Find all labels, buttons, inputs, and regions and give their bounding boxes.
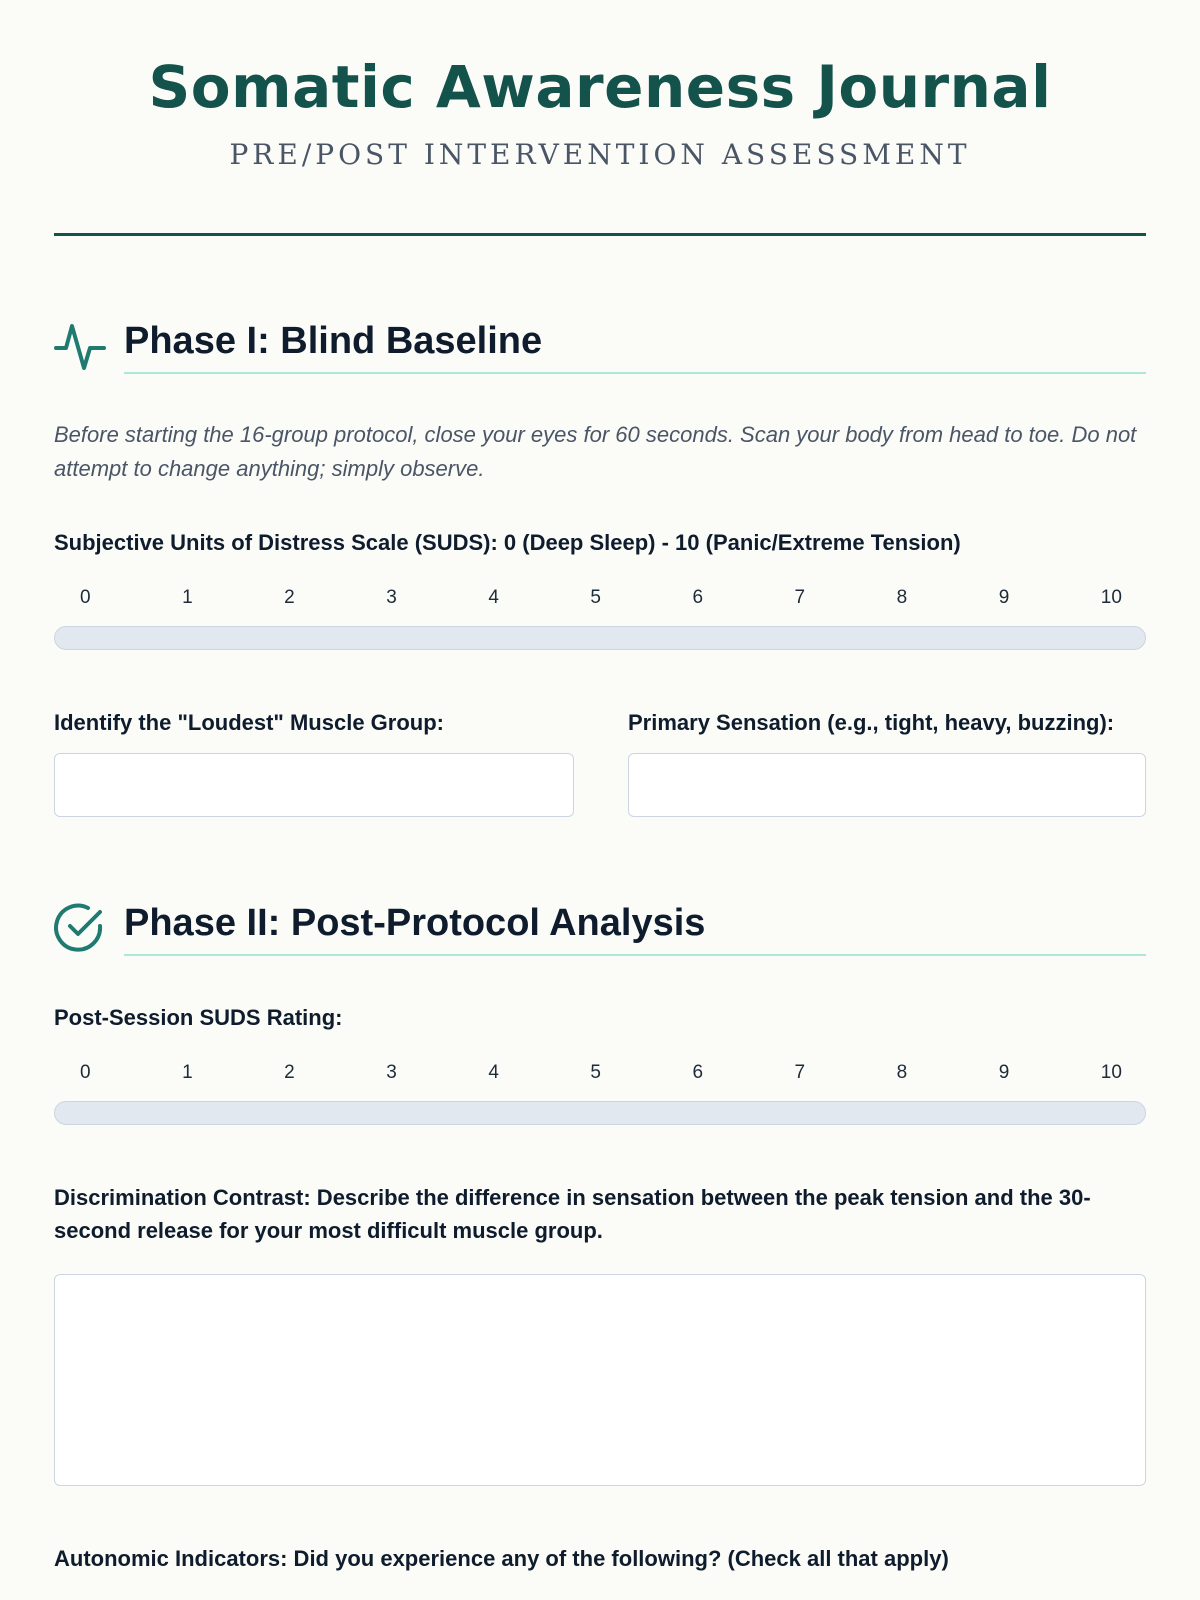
suds-label: Subjective Units of Distress Scale (SUDS): 0 (Deep Sleep) - 10 (Panic/Extreme Tension) xyxy=(54,530,961,555)
header-divider xyxy=(54,233,1146,236)
scale-tick: 6 xyxy=(692,1062,704,1083)
scale-tick: 8 xyxy=(896,587,908,608)
primary-sensation-input[interactable] xyxy=(628,753,1146,817)
autonomic-indicators-label: Autonomic Indicators: Did you experience any of the following? (Check all that apply) xyxy=(54,1546,949,1571)
phase1-title: Phase I: Blind Baseline xyxy=(124,320,543,362)
phase1-heading xyxy=(54,318,1146,374)
scale-tick: 4 xyxy=(488,1062,499,1083)
phase2-title: Phase II: Post-Protocol Analysis xyxy=(124,902,706,944)
scale-tick: 5 xyxy=(590,1062,601,1083)
scale-tick: 6 xyxy=(692,587,704,608)
phase2-title-wrap xyxy=(124,900,1146,956)
page-header xyxy=(54,0,1146,172)
post-suds-scale-numbers xyxy=(54,1062,1146,1084)
scale-tick: 1 xyxy=(182,587,193,608)
discrimination-contrast-label: Discrimination Contrast: Describe the difference in sensation between the peak tension and the 30-second release for your most difficult muscle group. xyxy=(54,1185,1091,1243)
scale-tick: 2 xyxy=(284,1062,295,1083)
suds-scale-numbers xyxy=(54,587,1146,609)
scale-tick: 1 xyxy=(182,1062,193,1083)
scale-tick: 5 xyxy=(590,587,601,608)
scale-tick: 0 xyxy=(80,1062,91,1083)
phase1-title-wrap xyxy=(124,318,1146,374)
loudest-muscle-input[interactable] xyxy=(54,753,574,817)
page-subtitle: PRE/POST INTERVENTION ASSESSMENT xyxy=(229,138,971,171)
scale-tick: 7 xyxy=(794,587,806,608)
scale-tick: 10 xyxy=(1100,587,1122,608)
post-suds-label: Post-Session SUDS Rating: xyxy=(54,1005,343,1030)
loudest-muscle-label: Identify the "Loudest" Muscle Group: xyxy=(54,710,444,735)
check-circle-icon xyxy=(54,902,106,954)
suds-slider[interactable] xyxy=(54,626,1146,650)
discrimination-contrast-textarea[interactable] xyxy=(54,1274,1146,1486)
scale-tick: 8 xyxy=(896,1062,908,1083)
scale-tick: 10 xyxy=(1100,1062,1122,1083)
scale-tick: 2 xyxy=(284,587,295,608)
scale-tick: 7 xyxy=(794,1062,806,1083)
scale-tick: 9 xyxy=(998,1062,1010,1083)
scale-tick: 3 xyxy=(386,1062,397,1083)
page-title: Somatic Awareness Journal xyxy=(148,53,1052,121)
scale-tick: 9 xyxy=(998,587,1010,608)
scale-tick: 4 xyxy=(488,587,499,608)
post-suds-slider[interactable] xyxy=(54,1101,1146,1125)
phase2-heading xyxy=(54,900,1146,956)
scale-tick: 3 xyxy=(386,587,397,608)
scale-tick: 0 xyxy=(80,587,91,608)
primary-sensation-label: Primary Sensation (e.g., tight, heavy, buzzing): xyxy=(628,710,1115,735)
phase1-instructions: Before starting the 16-group protocol, close your eyes for 60 seconds. Scan your body from head to toe. Do not attempt to change anything; simply observe. xyxy=(54,422,1137,481)
pulse-icon xyxy=(54,320,106,372)
